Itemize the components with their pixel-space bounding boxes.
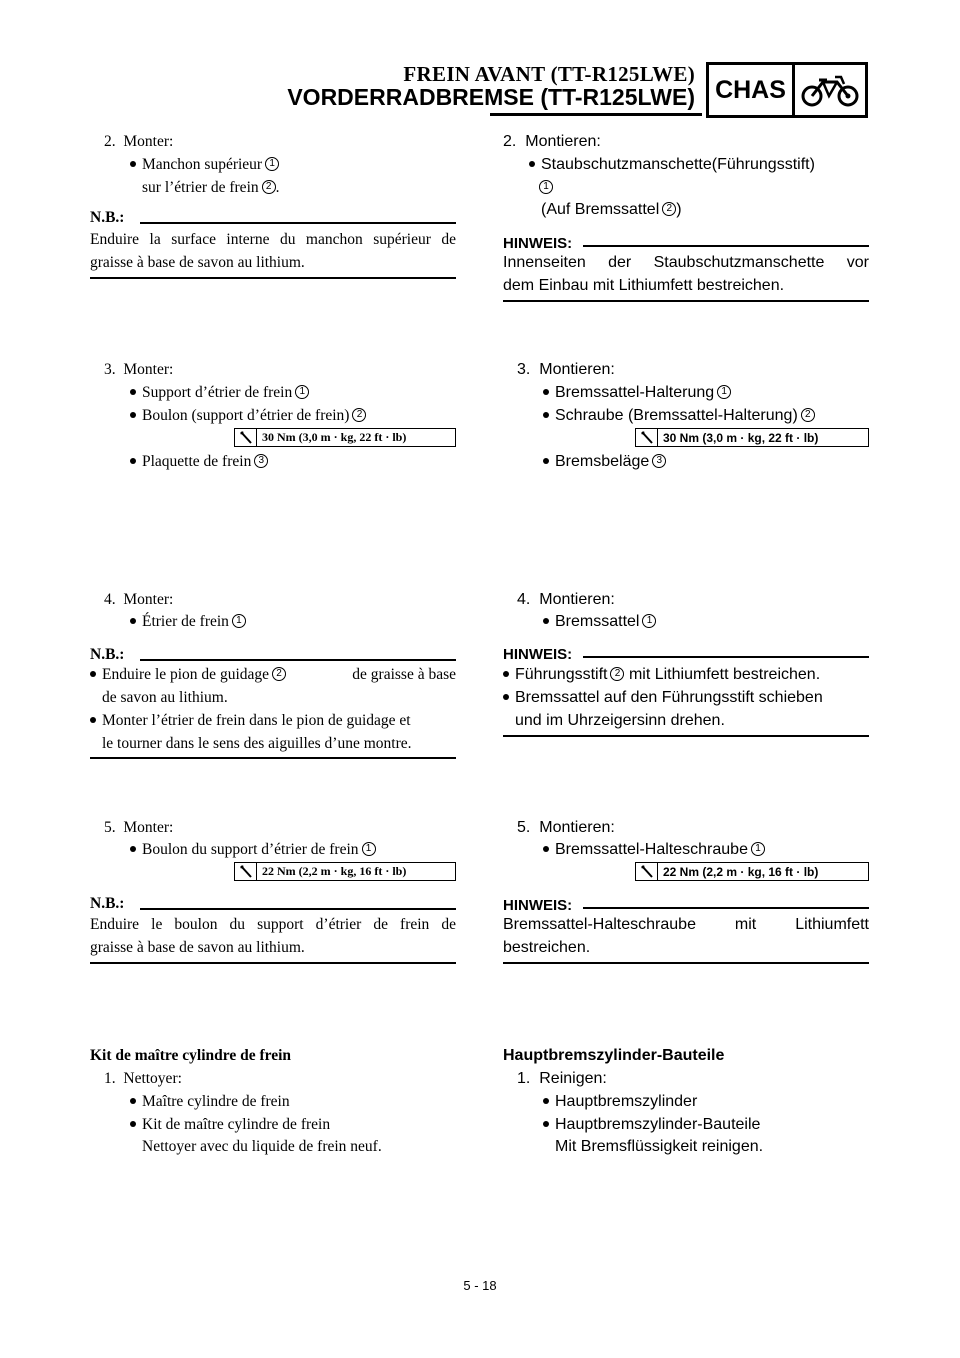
fr-note-4-title: N.B.: bbox=[90, 646, 125, 663]
bullet-icon bbox=[543, 1098, 549, 1104]
wrench-icon bbox=[235, 429, 257, 446]
wrench-icon bbox=[636, 429, 658, 446]
note-end-rule bbox=[503, 300, 869, 302]
de-kit-bullet-1: Hauptbremszylinder bbox=[543, 1092, 697, 1112]
ref-number: 1 bbox=[362, 842, 376, 856]
fr-step-4-bullet-1: Étrier de frein 1 bbox=[130, 612, 246, 632]
note-end-rule bbox=[503, 962, 869, 964]
de-note-5-line-2: bestreichen. bbox=[503, 939, 591, 956]
de-step-3-bullet-1: Bremssattel-Halterung 1 bbox=[543, 383, 731, 403]
fr-note-5-line-1: Enduire le boulon du support d’étrier de frein de bbox=[90, 916, 456, 933]
page-number: 5 - 18 bbox=[463, 1278, 497, 1293]
fr-note-4-bullet-1-cont: de savon au lithium. bbox=[102, 689, 228, 706]
bullet-icon bbox=[543, 412, 549, 418]
fr-step-5: 5. Monter: bbox=[104, 819, 174, 836]
ref-number: 1 bbox=[751, 842, 765, 856]
bullet-icon bbox=[543, 618, 549, 624]
note-rule bbox=[583, 245, 869, 247]
ref-number: 1 bbox=[265, 157, 279, 171]
wrench-icon bbox=[235, 863, 257, 880]
fr-step-3-torque: 30 Nm (3,0 m · kg, 22 ft · lb) bbox=[234, 428, 456, 447]
note-end-rule bbox=[503, 735, 869, 737]
de-step-5: 5. Montieren: bbox=[517, 819, 615, 836]
note-rule bbox=[140, 222, 456, 224]
ref-number: 3 bbox=[652, 454, 666, 468]
de-note-2-line-2: dem Einbau mit Lithiumfett bestreichen. bbox=[503, 277, 785, 294]
fr-kit-bullet-2: Kit de maître cylindre de frein bbox=[130, 1115, 330, 1135]
bullet-icon bbox=[130, 412, 136, 418]
de-note-4-title: HINWEIS: bbox=[503, 646, 573, 663]
note-end-rule bbox=[90, 962, 456, 964]
fr-step-3-bullet-3: Plaquette de frein 3 bbox=[130, 452, 268, 472]
ref-number: 2 bbox=[610, 667, 624, 681]
de-kit-bullet-2: Hauptbremszylinder-Bauteile bbox=[543, 1115, 760, 1135]
bullet-icon bbox=[90, 671, 96, 677]
column-fr bbox=[90, 0, 456, 1358]
bullet-icon bbox=[543, 846, 549, 852]
ref-number: 2 bbox=[272, 667, 286, 681]
de-note-5-title: HINWEIS: bbox=[503, 897, 573, 914]
fr-kit-bullet-2-cont: Nettoyer avec du liquide de frein neuf. bbox=[142, 1138, 382, 1155]
bullet-icon bbox=[130, 1098, 136, 1104]
fr-step-2: 2. Monter: bbox=[104, 133, 174, 150]
de-step-2: 2. Montieren: bbox=[503, 133, 601, 150]
ref-number: 2 bbox=[801, 408, 815, 422]
fr-note-5-line-2: graisse à base de savon au lithium. bbox=[90, 939, 305, 956]
fr-kit-step-1: 1. Nettoyer: bbox=[104, 1070, 182, 1087]
fr-kit-bullet-1: Maître cylindre de frein bbox=[130, 1092, 290, 1112]
ref-number: 2 bbox=[262, 180, 276, 194]
note-end-rule bbox=[90, 277, 456, 279]
note-rule bbox=[140, 908, 456, 910]
fr-step-2-bullet-1: Manchon supérieur 1 bbox=[130, 155, 279, 175]
fr-kit-heading: Kit de maître cylindre de frein bbox=[90, 1047, 292, 1064]
fr-note-2-line-2: graisse à base de savon au lithium. bbox=[90, 254, 305, 271]
bullet-icon bbox=[543, 458, 549, 464]
fr-note-5-title: N.B.: bbox=[90, 895, 125, 912]
note-rule bbox=[583, 656, 869, 658]
bullet-icon bbox=[503, 671, 509, 677]
note-end-rule bbox=[90, 757, 456, 759]
bullet-icon bbox=[130, 458, 136, 464]
de-note-2-title: HINWEIS: bbox=[503, 235, 573, 252]
header-title-de: VORDERRADBREMSE (TT-R125LWE) bbox=[287, 84, 695, 110]
column-de bbox=[503, 0, 869, 1358]
ref-number: 1 bbox=[539, 180, 553, 194]
ref-number: 2 bbox=[662, 202, 676, 216]
fr-step-5-bullet-1: Boulon du support d’étrier de frein 1 bbox=[130, 840, 376, 860]
bullet-icon bbox=[529, 161, 535, 167]
fr-note-4-bullet-2: Monter l’étrier de frein dans le pion de guidage et bbox=[90, 711, 411, 731]
de-step-5-torque: 22 Nm (2,2 m · kg, 16 ft · lb) bbox=[635, 862, 869, 881]
de-step-3-bullet-2: Schraube (Bremssattel-Halterung) 2 bbox=[543, 406, 815, 426]
de-note-4-bullet-2: Bremssattel auf den Führungsstift schieben bbox=[503, 688, 823, 708]
de-note-4-bullet-1: Führungsstift 2 mit Lithiumfett bestreichen. bbox=[503, 665, 820, 685]
note-rule bbox=[140, 659, 456, 661]
ref-number: 1 bbox=[717, 385, 731, 399]
de-kit-step-1: 1. Reinigen: bbox=[517, 1070, 607, 1087]
de-step-4: 4. Montieren: bbox=[517, 591, 615, 608]
ref-number: 2 bbox=[352, 408, 366, 422]
de-note-4-bullet-2-cont: und im Uhrzeigersinn drehen. bbox=[515, 712, 725, 729]
de-kit-bullet-2-cont: Mit Bremsflüssigkeit reinigen. bbox=[555, 1138, 764, 1155]
fr-step-3-bullet-1: Support d’étrier de frein 1 bbox=[130, 383, 309, 403]
fr-note-2-line-1: Enduire la surface interne du manchon supérieur de bbox=[90, 231, 456, 248]
fr-note-4-bullet-1: Enduire le pion de guidage 2 de graisse à base bbox=[90, 665, 456, 685]
bullet-icon bbox=[90, 717, 96, 723]
bullet-icon bbox=[503, 694, 509, 700]
de-kit-heading: Hauptbremszylinder-Bauteile bbox=[503, 1047, 725, 1064]
fr-step-3-bullet-2: Boulon (support d’étrier de frein) 2 bbox=[130, 406, 366, 426]
de-step-2-bullet-1-cont: (Auf Bremssattel 2 ) bbox=[541, 201, 682, 218]
de-step-2-bullet-1: Staubschutzmanschette(Führungsstift) bbox=[529, 155, 815, 175]
fr-step-3: 3. Monter: bbox=[104, 361, 174, 378]
bullet-icon bbox=[130, 1121, 136, 1127]
fr-step-4: 4. Monter: bbox=[104, 591, 174, 608]
fr-note-4-bullet-2-cont: le tourner dans le sens des aiguilles d’une montre. bbox=[102, 735, 412, 752]
bullet-icon bbox=[130, 846, 136, 852]
de-note-2-line-1: Innenseiten der Staubschutzmanschette vor bbox=[503, 254, 869, 271]
de-step-5-bullet-1: Bremssattel-Halteschraube 1 bbox=[543, 840, 765, 860]
wrench-icon bbox=[636, 863, 658, 880]
de-step-2-ref bbox=[539, 178, 553, 198]
fr-step-5-torque: 22 Nm (2,2 m · kg, 16 ft · lb) bbox=[234, 862, 456, 881]
ref-number: 3 bbox=[254, 454, 268, 468]
fr-step-2-bullet-1-cont: sur l’étrier de frein 2 . bbox=[142, 179, 280, 196]
de-step-3-torque: 30 Nm (3,0 m · kg, 22 ft · lb) bbox=[635, 428, 869, 447]
de-step-4-bullet-1: Bremssattel 1 bbox=[543, 612, 656, 632]
note-rule bbox=[583, 907, 869, 909]
ref-number: 1 bbox=[642, 614, 656, 628]
de-step-3: 3. Montieren: bbox=[517, 361, 615, 378]
bullet-icon bbox=[543, 389, 549, 395]
fr-note-2-title: N.B.: bbox=[90, 209, 125, 226]
bullet-icon bbox=[543, 1121, 549, 1127]
de-note-5-line-1: Bremssattel-Halteschraube mit Lithiumfett bbox=[503, 916, 869, 933]
bullet-icon bbox=[130, 618, 136, 624]
ref-number: 1 bbox=[295, 385, 309, 399]
de-step-3-bullet-3: Bremsbeläge 3 bbox=[543, 452, 666, 472]
bullet-icon bbox=[130, 389, 136, 395]
section-code: CHAS bbox=[709, 65, 795, 115]
header-title-fr: FREIN AVANT (TT-R125LWE) bbox=[403, 62, 695, 86]
bullet-icon bbox=[130, 161, 136, 167]
ref-number: 1 bbox=[232, 614, 246, 628]
